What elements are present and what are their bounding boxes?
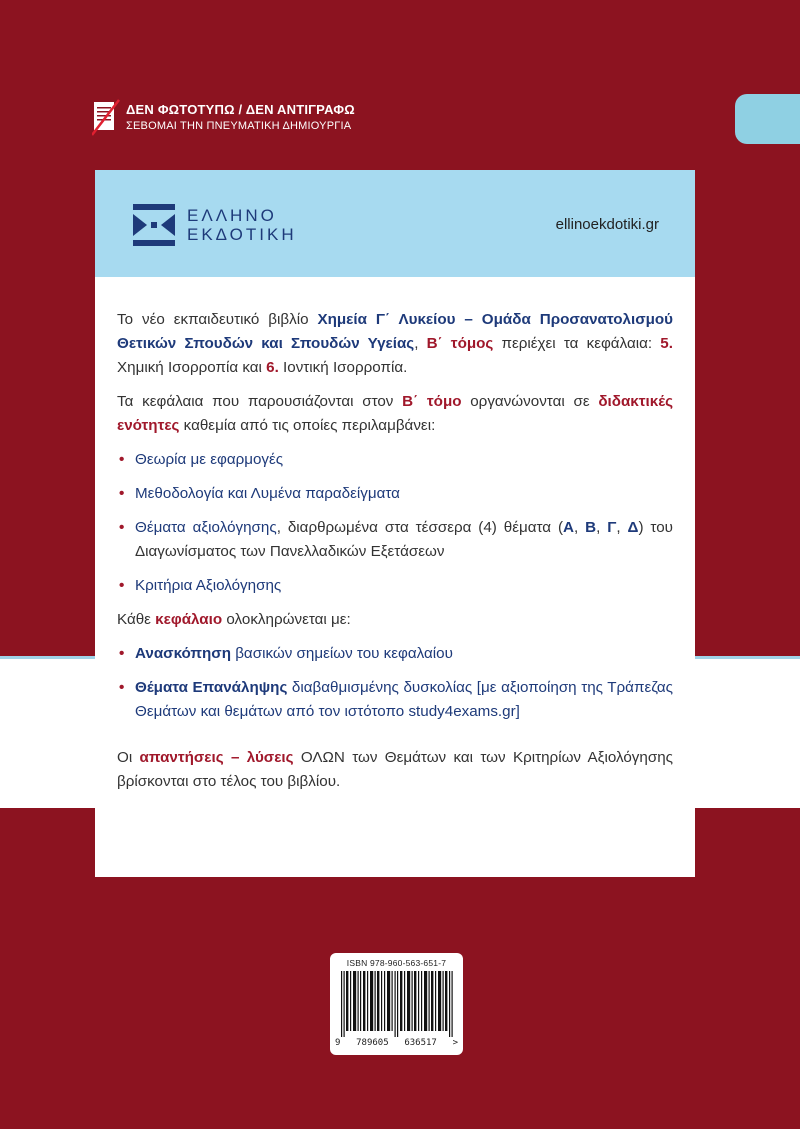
list2-item1-text: βασικών σημείων του κεφαλαίου bbox=[230, 645, 453, 662]
isbn-digit-first: 9 bbox=[335, 1038, 341, 1048]
publisher-logo-icon bbox=[133, 204, 175, 246]
p2-units: διδακτικές ενότητες bbox=[117, 393, 673, 434]
sep1: , bbox=[574, 519, 586, 536]
paragraph-intro bbox=[117, 308, 673, 380]
isbn-digits bbox=[335, 1038, 458, 1048]
p1-text3: περιέχει τα κεφάλαια: bbox=[493, 335, 661, 352]
p1-text1: Το νέο εκπαιδευτικό βιβλίο bbox=[117, 311, 318, 328]
list-item bbox=[117, 574, 673, 598]
p2-text3: καθεμία από τις οποίες περιλαμβάνει: bbox=[179, 417, 436, 434]
list-item bbox=[117, 516, 673, 564]
units-list bbox=[117, 448, 673, 598]
sep2: , bbox=[596, 519, 608, 536]
isbn-digits-left: 789605 bbox=[356, 1038, 389, 1048]
publisher-name-line1: ΕΛΛΗΝΟ bbox=[187, 206, 277, 225]
list-item bbox=[117, 642, 673, 666]
publisher-name-line2: ΕΚΔΟΤΙΚΗ bbox=[187, 225, 297, 244]
list-item bbox=[117, 448, 673, 472]
notice-line2: ΣΕΒΟΜΑΙ ΤΗΝ ΠΝΕΥΜΑΤΙΚΗ ΔΗΜΙΟΥΡΓΙΑ bbox=[126, 120, 352, 132]
list2-item1-bold: Ανασκόπηση bbox=[135, 645, 231, 662]
list1-item3-b: , διαρθρωμένα στα τέσσερα (4) θέματα ( bbox=[276, 519, 564, 536]
p2-text1: Τα κεφάλαια που παρουσιάζονται στον bbox=[117, 393, 403, 410]
isbn-digits-right: 636517 bbox=[404, 1038, 437, 1048]
topic-g: Γ bbox=[607, 519, 617, 536]
topic-a: Α bbox=[563, 519, 575, 536]
isbn-digit-end: > bbox=[452, 1038, 458, 1048]
volume-label: Β΄ τόμος bbox=[426, 335, 494, 352]
p1-text4: Χημική Ισορροπία και bbox=[117, 359, 267, 376]
p3-text2: ολοκληρώνεται με: bbox=[222, 611, 351, 628]
isbn-label: ISBN 978-960-563-651-7 bbox=[346, 958, 447, 968]
book-title: Χημεία Γ΄ Λυκείου – Ομάδα Προσανατολισμού Θετικών Σπουδών και Σπουδών Υγείας bbox=[117, 311, 673, 352]
p4-text2: ΟΛΩΝ των Θεμάτων και των Κριτηρίων Αξιολόγησης βρίσκονται στο τέλος του βιβλίου. bbox=[117, 749, 673, 790]
chapter-end-list bbox=[117, 642, 673, 724]
topic-b: Β bbox=[585, 519, 597, 536]
description bbox=[95, 277, 695, 794]
list1-item3-a: Θέματα αξιολόγησης bbox=[135, 519, 277, 536]
publisher-website[interactable]: ellinoekdotiki.gr bbox=[555, 216, 659, 233]
card-header bbox=[95, 170, 695, 277]
p1-text5: Ιοντική Ισορροπία. bbox=[278, 359, 408, 376]
list-item bbox=[117, 482, 673, 506]
list-item bbox=[117, 676, 673, 724]
barcode-icon bbox=[335, 971, 458, 1037]
paragraph-structure bbox=[117, 390, 673, 438]
sep3: , bbox=[616, 519, 628, 536]
notice-line1: ΔΕΝ ΦΩΤΟΤΥΠΩ / ΔΕΝ ΑΝΤΙΓΡΑΦΩ bbox=[126, 102, 355, 117]
list1-item4: Κριτήρια Αξιολόγησης bbox=[135, 577, 282, 594]
list2-item2-bold: Θέματα Επανάληψης bbox=[135, 679, 288, 696]
p2-text2: οργανώνονται σε bbox=[461, 393, 599, 410]
p3-chapter: κεφάλαιο bbox=[155, 611, 223, 628]
publisher-logo bbox=[133, 204, 297, 246]
p3-text1: Κάθε bbox=[117, 611, 156, 628]
no-copy-notice bbox=[92, 98, 355, 138]
paragraph-answers bbox=[117, 746, 673, 794]
p4-answers: απαντήσεις – λύσεις bbox=[139, 749, 294, 766]
p1-text2: , bbox=[414, 335, 427, 352]
info-card bbox=[95, 170, 695, 877]
chapter-6-number: 6. bbox=[266, 359, 279, 376]
p2-volume: Β΄ τόμο bbox=[402, 393, 462, 410]
list2-item2-text: διαβαθμισμένης δυσκολίας [με αξιοποίηση της Τράπεζας Θεμάτων και θεμάτων από τον ιστότοπο study4exams.gr] bbox=[135, 679, 673, 720]
isbn-barcode bbox=[330, 953, 463, 1055]
topic-d: Δ bbox=[627, 519, 639, 536]
no-photocopy-icon bbox=[92, 99, 120, 137]
p4-text1: Οι bbox=[117, 749, 140, 766]
cover-tab bbox=[735, 94, 800, 144]
list1-item3-c: ) του Διαγωνίσματος των Πανελλαδικών Εξετάσεων bbox=[135, 519, 673, 560]
chapter-5-number: 5. bbox=[660, 335, 673, 352]
list1-item2: Μεθοδολογία και Λυμένα παραδείγματα bbox=[135, 485, 400, 502]
list1-item1: Θεωρία με εφαρμογές bbox=[135, 451, 284, 468]
paragraph-chapter bbox=[117, 608, 673, 632]
